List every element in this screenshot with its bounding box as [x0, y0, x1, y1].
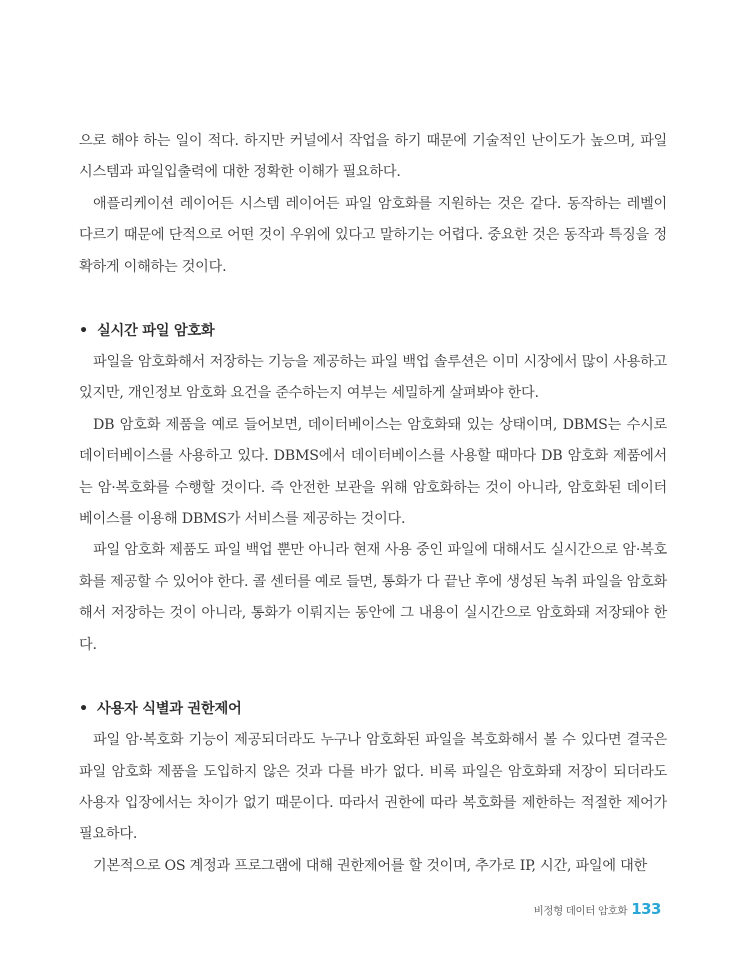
body-paragraph: 파일 암호화 제품도 파일 백업 뿐만 아니라 현재 사용 중인 파일에 대해서도 실시간으로 암·복호화를 제공할 수 있어야 한다. 콜 센터를 예로 들면, 통화가 다 끝난 후에 생성된 녹취 파일을 암호화해서 저장하는 것이 아니라, 통화가 이뤄지는 동안에 그 내용이 실시간으로 암호화돼 저장돼야 한다.	[79, 542, 667, 653]
bullet-icon: •	[79, 323, 88, 340]
section-gap	[79, 283, 667, 316]
section-heading-user-identification	[79, 694, 667, 725]
body-paragraph: 애플리케이션 레이어든 시스템 레이어든 파일 암호화를 지원하는 것은 같다. 동작하는 레벨이 다르기 때문에 단적으로 어떤 것이 우위에 있다고 말하기는 어렵다. 중요한 것은 동작과 특징을 정확하게 이해하는 것이다.	[79, 195, 667, 275]
page-footer	[534, 900, 661, 918]
body-paragraph: 기본적으로 OS 계정과 프로그램에 대해 권한제어를 할 것이며, 추가로 IP, 시간, 파일에 대한	[93, 857, 647, 874]
section-heading-text: 실시간 파일 암호화	[97, 323, 215, 340]
page-number: 133	[631, 900, 661, 918]
section-heading-realtime-encryption	[79, 316, 667, 347]
body-paragraph: DB 암호화 제품을 예로 들어보면, 데이터베이스는 암호화돼 있는 상태이며, DBMS는 수시로 데이터베이스를 사용하고 있다. DBMS에서 데이터베이스를 사용할 때마다 DB 암호화 제품에서는 암·복호화를 수행할 것이다. 즉 안전한 보관을 위해 암호화하는 것이 아니라, 암호화된 데이터베이스를 이용해 DBMS가 서비스를 제공하는 것이다.	[79, 416, 667, 528]
body-paragraph: 파일 암·복호화 기능이 제공되더라도 누구나 암호화된 파일을 복호화해서 볼 수 있다면 결국은 파일 암호화 제품을 도입하지 않은 것과 다를 바가 없다. 비록 파일은 암호화돼 저장이 되더라도 사용자 입장에서는 차이가 없기 때문이다. 따라서 권한에 따라 복호화를 제한하는 적절한 제어가 필요하다.	[79, 732, 667, 843]
body-paragraph: 으로 해야 하는 일이 적다. 하지만 커널에서 작업을 하기 때문에 기술적인 난이도가 높으며, 파일 시스템과 파일입출력에 대한 정확한 이해가 필요하다.	[79, 133, 667, 181]
section-heading-text: 사용자 식별과 권한제어	[97, 701, 242, 718]
bullet-icon: •	[79, 701, 88, 718]
section-gap	[79, 661, 667, 694]
running-title: 비정형 데이터 암호화	[533, 905, 628, 917]
body-paragraph: 파일을 암호화해서 저장하는 기능을 제공하는 파일 백업 솔루션은 이미 시장에서 많이 사용하고 있지만, 개인정보 암호화 요건을 준수하는지 여부는 세밀하게 살펴봐야 한다.	[79, 354, 667, 402]
page-content	[79, 126, 667, 882]
